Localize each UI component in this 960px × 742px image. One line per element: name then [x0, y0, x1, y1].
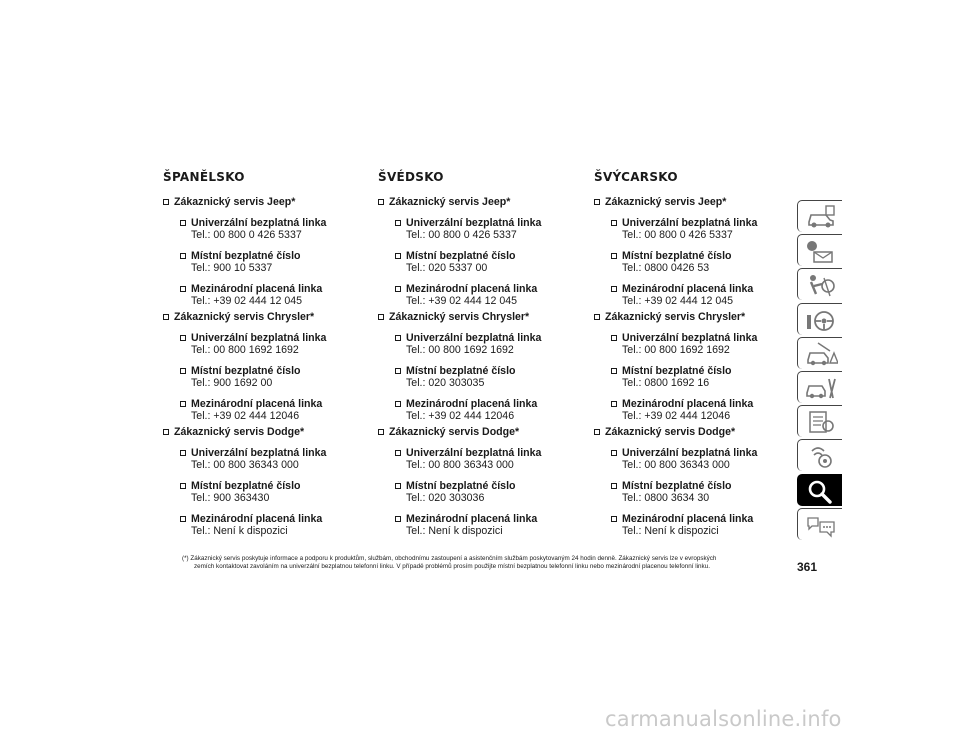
multimedia-icon: [804, 443, 838, 469]
contact-line: Univerzální bezplatná linka Tel.: 00 800 0 426 5337: [594, 217, 804, 242]
contact-line: Mezinárodní placená linka Tel.: +39 02 444 12 045: [163, 283, 373, 308]
contact-line: Mezinárodní placená linka Tel.: +39 02 444 12046: [594, 398, 804, 423]
checkbox-bullet-icon: [180, 253, 186, 259]
phone-number: Tel.: 900 1692 00: [191, 377, 273, 389]
brand-heading: Zákaznický servis Dodge*: [594, 426, 804, 439]
chapter-tabs: [797, 200, 842, 542]
phone-number: Tel.: 00 800 0 426 5337: [406, 229, 517, 241]
contact-line: Místní bezplatné číslo Tel.: 020 303035: [378, 365, 588, 390]
phone-number: Tel.: 00 800 1692 1692: [406, 344, 514, 356]
checkbox-bullet-icon: [395, 253, 401, 259]
contact-line: Univerzální bezplatná linka Tel.: 00 800 1692 1692: [163, 332, 373, 357]
phone-number: Tel.: Není k dispozici: [191, 525, 288, 537]
footnote-line-2: zemích kontaktovat zavoláním na univerzální bezplatnou telefonní linku. V případě problémů prosím použijte místní bezplatnou telefonní linku nebo mezinárodní placenou telefonní linku.: [194, 563, 710, 570]
checkbox-bullet-icon: [611, 516, 617, 522]
phone-number: Tel.: Není k dispozici: [406, 525, 503, 537]
brand-group-jeep: [163, 196, 373, 308]
contact-line: Univerzální bezplatná linka Tel.: 00 800 0 426 5337: [378, 217, 588, 242]
contact-line: Mezinárodní placená linka Tel.: +39 02 444 12 045: [378, 283, 588, 308]
steering-wheel-icon: [804, 307, 838, 333]
brand-group-dodge: [378, 426, 588, 538]
brand-group-dodge: [163, 426, 373, 538]
contact-line: Mezinárodní placená linka Tel.: Není k dispozici: [163, 513, 373, 538]
phone-number: Tel.: +39 02 444 12046: [622, 410, 731, 422]
brand-heading: Zákaznický servis Jeep*: [594, 196, 804, 209]
brand-heading: Zákaznický servis Dodge*: [163, 426, 373, 439]
contact-line: Univerzální bezplatná linka Tel.: 00 800 1692 1692: [594, 332, 804, 357]
brand-group-chrysler: [594, 311, 804, 423]
phone-number: Tel.: +39 02 444 12046: [406, 410, 515, 422]
contact-line: Místní bezplatné číslo Tel.: 0800 1692 16: [594, 365, 804, 390]
checkbox-bullet-icon: [180, 335, 186, 341]
phone-number: Tel.: 00 800 36343 000: [406, 459, 514, 471]
checkbox-bullet-icon: [180, 220, 186, 226]
dashboard-message-icon: [804, 238, 838, 264]
checkbox-bullet-icon: [163, 314, 169, 320]
technical-specs-icon: [804, 409, 838, 435]
contact-line: Místní bezplatné číslo Tel.: 900 10 5337: [163, 250, 373, 275]
contact-line: Univerzální bezplatná linka Tel.: 00 800 36343 000: [594, 447, 804, 472]
checkbox-bullet-icon: [611, 220, 617, 226]
checkbox-bullet-icon: [395, 368, 401, 374]
contact-line: Místní bezplatné číslo Tel.: 900 363430: [163, 480, 373, 505]
phone-number: Tel.: +39 02 444 12 045: [191, 295, 303, 307]
checkbox-bullet-icon: [395, 483, 401, 489]
checkbox-bullet-icon: [611, 450, 617, 456]
checkbox-bullet-icon: [180, 286, 186, 292]
contact-line: Místní bezplatné číslo Tel.: 0800 3634 30: [594, 480, 804, 505]
checkbox-bullet-icon: [395, 335, 401, 341]
checkbox-bullet-icon: [594, 199, 600, 205]
brand-heading: Zákaznický servis Jeep*: [163, 196, 373, 209]
contact-line: Mezinárodní placená linka Tel.: Není k dispozici: [378, 513, 588, 538]
contact-line: Univerzální bezplatná linka Tel.: 00 800 0 426 5337: [163, 217, 373, 242]
brand-group-jeep: [594, 196, 804, 308]
checkbox-bullet-icon: [395, 450, 401, 456]
phone-number: Tel.: 0800 1692 16: [622, 377, 710, 389]
brand-heading: Zákaznický servis Chrysler*: [594, 311, 804, 324]
checkbox-bullet-icon: [611, 401, 617, 407]
phone-number: Tel.: 020 303035: [406, 377, 485, 389]
phone-number: Tel.: 00 800 1692 1692: [191, 344, 299, 356]
footnote: [182, 555, 787, 571]
brand-group-chrysler: [378, 311, 588, 423]
checkbox-bullet-icon: [395, 286, 401, 292]
tab-safety[interactable]: [797, 268, 842, 300]
phone-number: Tel.: +39 02 444 12 045: [622, 295, 734, 307]
tab-car-info[interactable]: [797, 200, 842, 232]
phone-number: Tel.: +39 02 444 12046: [191, 410, 300, 422]
checkbox-bullet-icon: [180, 483, 186, 489]
checkbox-bullet-icon: [395, 220, 401, 226]
contact-line: Univerzální bezplatná linka Tel.: 00 800 36343 000: [163, 447, 373, 472]
tab-dashboard-messages[interactable]: [797, 234, 842, 266]
checkbox-bullet-icon: [611, 368, 617, 374]
search-icon: [804, 478, 838, 504]
contact-line: Místní bezplatné číslo Tel.: 900 1692 00: [163, 365, 373, 390]
checkbox-bullet-icon: [378, 199, 384, 205]
checkbox-bullet-icon: [611, 286, 617, 292]
phone-number: Tel.: 0800 0426 53: [622, 262, 710, 274]
checkbox-bullet-icon: [163, 199, 169, 205]
tab-languages[interactable]: [797, 508, 842, 540]
checkbox-bullet-icon: [594, 429, 600, 435]
watermark: carmanualsonline.info: [605, 707, 842, 731]
brand-group-jeep: [378, 196, 588, 308]
airbag-safety-icon: [804, 272, 838, 298]
phone-number: Tel.: 00 800 0 426 5337: [622, 229, 733, 241]
footnote-line-1: (*) Zákaznický servis poskytuje informace a podporu k produktům, službám, obchodnímu zastoupení a asistenčním službám poskytovaným 24 hodin denně. Zákaznický servis lze v evropských: [182, 555, 717, 562]
column-sweden: [378, 170, 588, 541]
contact-line: Mezinárodní placená linka Tel.: +39 02 444 12046: [163, 398, 373, 423]
tab-multimedia[interactable]: [797, 439, 842, 471]
car-service-tools-icon: [804, 375, 838, 401]
checkbox-bullet-icon: [378, 314, 384, 320]
brand-group-dodge: [594, 426, 804, 538]
checkbox-bullet-icon: [611, 483, 617, 489]
checkbox-bullet-icon: [180, 450, 186, 456]
brand-group-chrysler: [163, 311, 373, 423]
contact-line: Místní bezplatné číslo Tel.: 020 303036: [378, 480, 588, 505]
phone-number: Tel.: 020 5337 00: [406, 262, 488, 274]
brand-heading: Zákaznický servis Chrysler*: [163, 311, 373, 324]
tab-driving[interactable]: [797, 303, 842, 335]
checkbox-bullet-icon: [180, 516, 186, 522]
phone-number: Tel.: 0800 3634 30: [622, 492, 710, 504]
checkbox-bullet-icon: [378, 429, 384, 435]
languages-icon: [804, 512, 838, 538]
contact-line: Univerzální bezplatná linka Tel.: 00 800 36343 000: [378, 447, 588, 472]
phone-number: Tel.: 00 800 1692 1692: [622, 344, 730, 356]
brand-heading: Zákaznický servis Dodge*: [378, 426, 588, 439]
brand-heading: Zákaznický servis Chrysler*: [378, 311, 588, 324]
checkbox-bullet-icon: [180, 401, 186, 407]
section-title-spain: ŠPANĚLSKO: [163, 170, 245, 184]
phone-number: Tel.: +39 02 444 12 045: [406, 295, 518, 307]
contact-line: Mezinárodní placená linka Tel.: +39 02 444 12046: [378, 398, 588, 423]
tab-technical-data[interactable]: [797, 405, 842, 437]
checkbox-bullet-icon: [395, 516, 401, 522]
checkbox-bullet-icon: [611, 253, 617, 259]
checkbox-bullet-icon: [611, 335, 617, 341]
section-title-sweden: ŠVÉDSKO: [378, 170, 444, 184]
tab-service[interactable]: [797, 371, 842, 403]
column-spain: [163, 170, 373, 541]
checkbox-bullet-icon: [180, 368, 186, 374]
car-info-icon: [804, 204, 838, 230]
phone-number: Tel.: 00 800 0 426 5337: [191, 229, 302, 241]
tab-index[interactable]: [797, 474, 842, 506]
car-breakdown-icon: [804, 341, 838, 367]
contact-line: Mezinárodní placená linka Tel.: +39 02 444 12 045: [594, 283, 804, 308]
checkbox-bullet-icon: [163, 429, 169, 435]
section-title-switzerland: ŠVÝCARSKO: [594, 170, 678, 184]
phone-number: Tel.: Není k dispozici: [622, 525, 719, 537]
contact-line: Mezinárodní placená linka Tel.: Není k dispozici: [594, 513, 804, 538]
brand-heading: Zákaznický servis Jeep*: [378, 196, 588, 209]
phone-number: Tel.: 900 363430: [191, 492, 270, 504]
contact-line: Univerzální bezplatná linka Tel.: 00 800 1692 1692: [378, 332, 588, 357]
phone-number: Tel.: 020 303036: [406, 492, 485, 504]
page-number: 361: [797, 560, 818, 574]
contact-line: Místní bezplatné číslo Tel.: 0800 0426 53: [594, 250, 804, 275]
column-switzerland: [594, 170, 804, 541]
phone-number: Tel.: 00 800 36343 000: [622, 459, 730, 471]
checkbox-bullet-icon: [594, 314, 600, 320]
phone-number: Tel.: 00 800 36343 000: [191, 459, 299, 471]
tab-emergency[interactable]: [797, 337, 842, 369]
contact-line: Místní bezplatné číslo Tel.: 020 5337 00: [378, 250, 588, 275]
phone-number: Tel.: 900 10 5337: [191, 262, 273, 274]
checkbox-bullet-icon: [395, 401, 401, 407]
